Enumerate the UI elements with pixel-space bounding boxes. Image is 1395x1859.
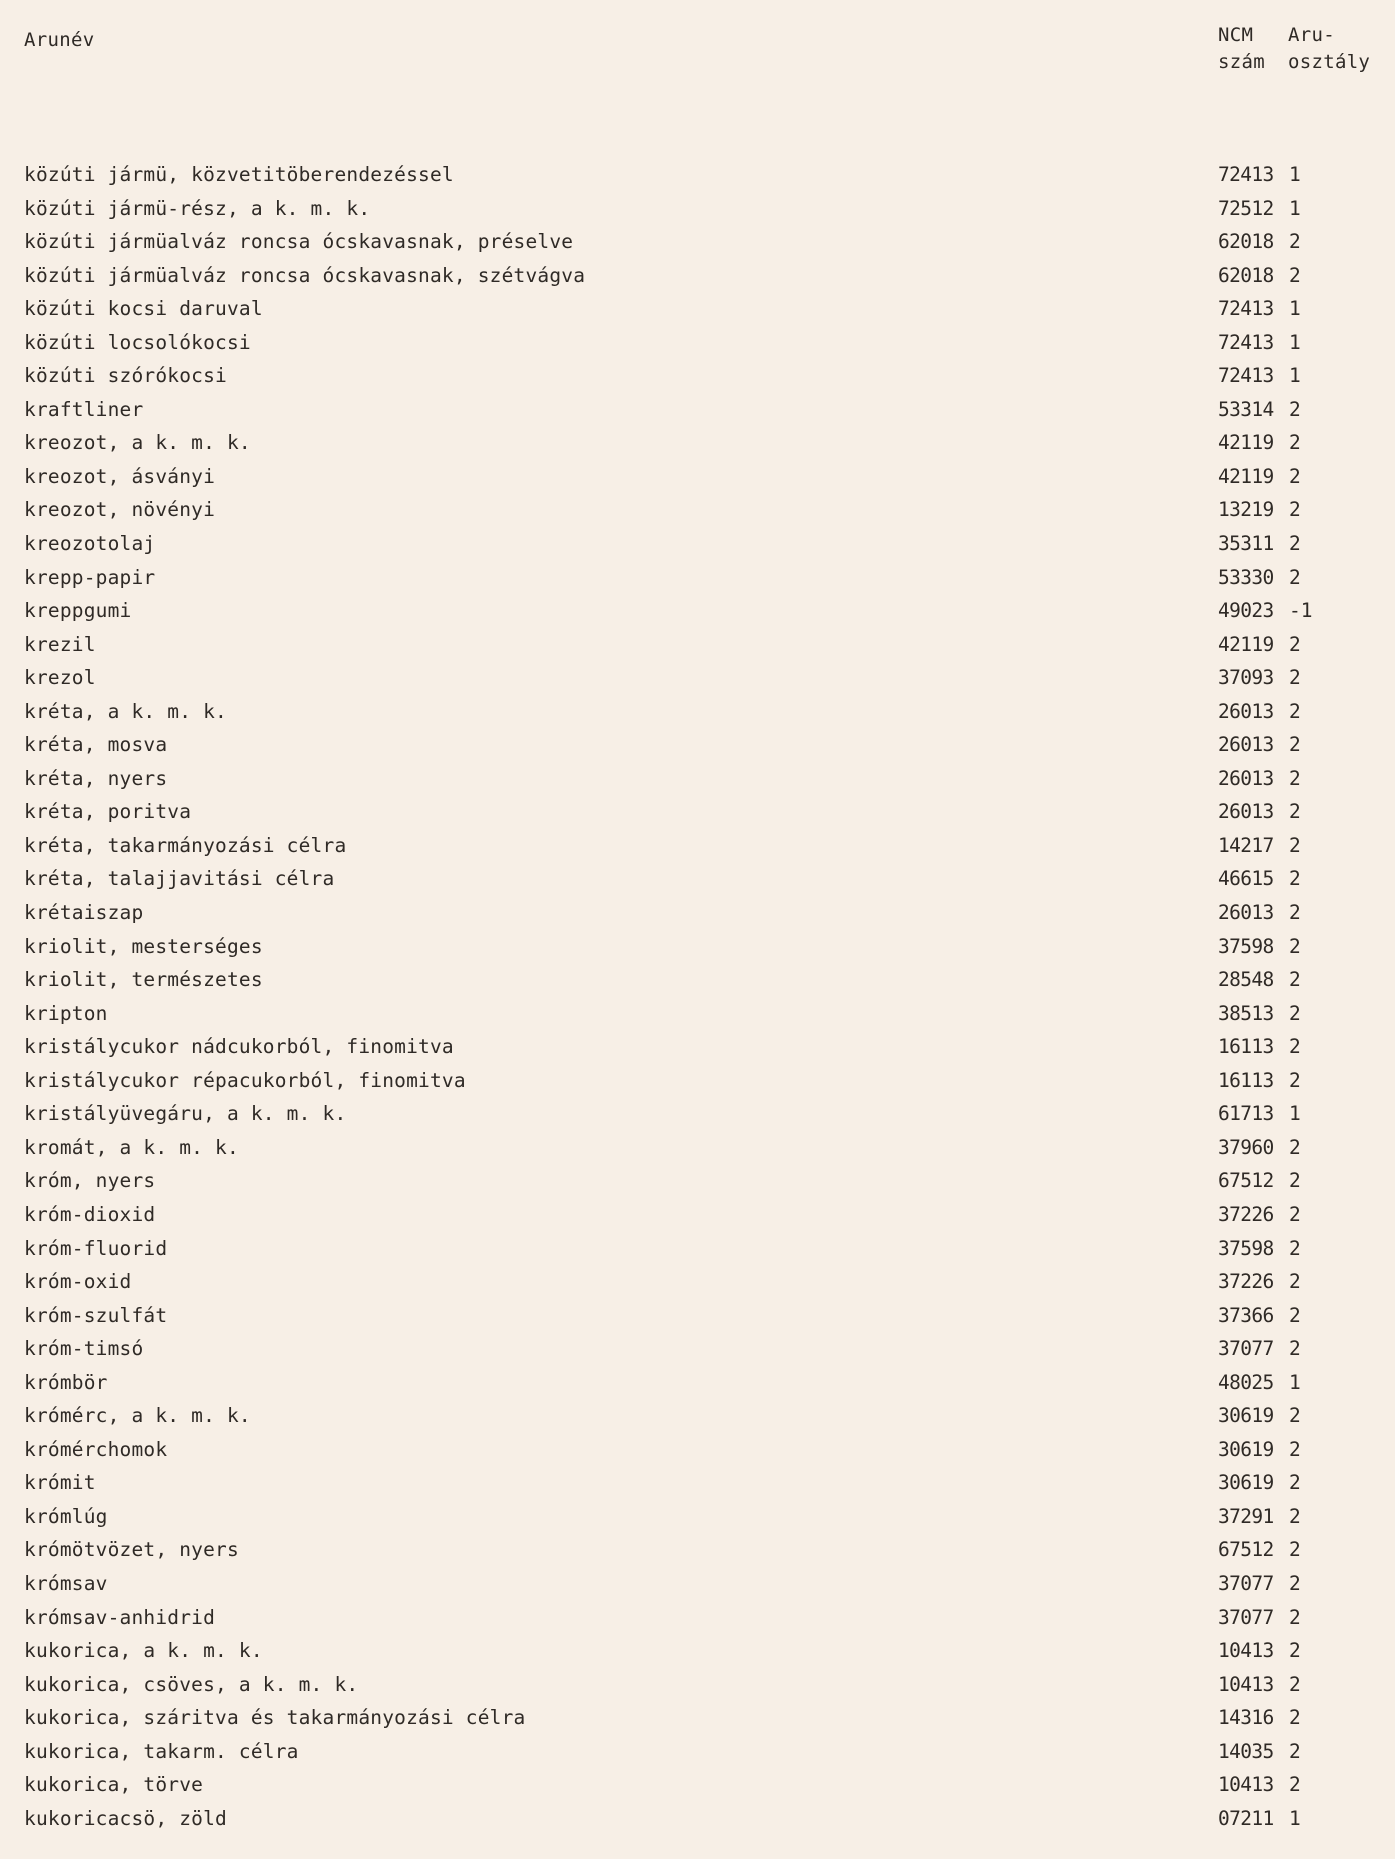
ncm-number: 37077: [1218, 1605, 1274, 1629]
ncm-number: 53314: [1218, 397, 1274, 421]
commodity-class: 2: [1289, 1538, 1301, 1562]
commodity-class: 2: [1289, 1135, 1301, 1159]
commodity-name: kreozot, a k. m. k.: [24, 431, 251, 455]
commodity-class: 2: [1289, 230, 1301, 254]
ncm-number: 37077: [1218, 1571, 1274, 1595]
ncm-number: 16113: [1218, 1068, 1274, 1092]
ncm-number: 72413: [1218, 364, 1274, 388]
table-row: [0, 493, 1395, 527]
commodity-class: 2: [1289, 1035, 1301, 1059]
commodity-class: 2: [1289, 666, 1301, 690]
commodity-name: kukoricacsö, zöld: [24, 1806, 227, 1830]
commodity-name: közúti jármü, közvetitöberendezéssel: [24, 163, 454, 186]
commodity-class: 2: [1289, 532, 1301, 556]
commodity-name: króm-szulfát: [24, 1303, 168, 1327]
ncm-number: 14035: [1218, 1739, 1274, 1763]
commodity-class: 2: [1289, 1202, 1301, 1226]
table-row: [0, 1064, 1395, 1098]
commodity-class: 2: [1289, 968, 1301, 992]
ncm-number: 30619: [1218, 1471, 1274, 1495]
commodity-list: [0, 158, 1395, 1835]
commodity-name: krómlúg: [24, 1504, 108, 1528]
table-row: [0, 393, 1395, 427]
commodity-class: 2: [1289, 1605, 1301, 1629]
table-row: [0, 460, 1395, 494]
table-row: [0, 259, 1395, 293]
ncm-number: 10413: [1218, 1672, 1274, 1696]
commodity-name: kréta, nyers: [24, 766, 168, 790]
ncm-number: 10413: [1218, 1773, 1274, 1797]
ncm-number: 30619: [1218, 1404, 1274, 1428]
table-row: [0, 426, 1395, 460]
commodity-name: kristályüvegáru, a k. m. k.: [24, 1102, 347, 1126]
ncm-number: 61713: [1218, 1102, 1274, 1126]
table-row: [0, 359, 1395, 393]
table-row: [0, 1668, 1395, 1702]
commodity-class: 2: [1289, 1672, 1301, 1696]
commodity-name: kreozot, növényi: [24, 498, 216, 522]
table-row: [0, 1097, 1395, 1131]
table-row: [0, 1601, 1395, 1635]
commodity-name: krómérc, a k. m. k.: [24, 1404, 251, 1428]
table-row: [0, 1131, 1395, 1165]
commodity-class: 2: [1289, 1270, 1301, 1294]
table-row: [0, 292, 1395, 326]
commodity-class: 2: [1289, 1068, 1301, 1092]
ncm-number: 35311: [1218, 532, 1274, 556]
table-row: [0, 1030, 1395, 1064]
commodity-class: 2: [1289, 1773, 1301, 1797]
table-row: [0, 628, 1395, 662]
commodity-class: 2: [1289, 498, 1301, 522]
ncm-number: 62018: [1218, 230, 1274, 254]
ncm-number: 37226: [1218, 1270, 1274, 1294]
table-row: [0, 527, 1395, 561]
ncm-number: 42119: [1218, 431, 1274, 455]
commodity-name: krezil: [24, 632, 96, 656]
ncm-number: 42119: [1218, 464, 1274, 488]
commodity-name: krómérchomok: [24, 1437, 168, 1461]
commodity-class: 2: [1289, 800, 1301, 824]
ncm-number: 42119: [1218, 632, 1274, 656]
commodity-class: 2: [1289, 1706, 1301, 1730]
ncm-number: 37960: [1218, 1135, 1274, 1159]
commodity-class: 1: [1289, 297, 1301, 321]
commodity-name: krétaiszap: [24, 901, 144, 925]
commodity-name: króm-timsó: [24, 1337, 144, 1361]
table-row: [0, 1567, 1395, 1601]
table-row: [0, 862, 1395, 896]
commodity-name: króm-oxid: [24, 1270, 132, 1294]
table-row: [0, 829, 1395, 863]
ncm-number: 26013: [1218, 699, 1274, 723]
table-row: [0, 1533, 1395, 1567]
commodity-name: közúti kocsi daruval: [24, 297, 263, 321]
commodity-name: kréta, takarmányozási célra: [24, 833, 347, 857]
commodity-class: 2: [1289, 766, 1301, 790]
commodity-name: króm-fluorid: [24, 1236, 168, 1260]
ncm-number: 37291: [1218, 1504, 1274, 1528]
ncm-number: 62018: [1218, 263, 1274, 287]
commodity-class: 2: [1289, 1739, 1301, 1763]
commodity-name: kristálycukor répacukorból, finomitva: [24, 1068, 466, 1092]
ncm-number: 16113: [1218, 1035, 1274, 1059]
commodity-class: 1: [1289, 1806, 1301, 1830]
table-row: [0, 795, 1395, 829]
ncm-number: 53330: [1218, 565, 1274, 589]
commodity-name: krómsav-anhidrid: [24, 1605, 216, 1629]
table-row: [0, 1366, 1395, 1400]
ncm-number: 37366: [1218, 1303, 1274, 1327]
commodity-class: 1: [1289, 1102, 1301, 1126]
ncm-number: 26013: [1218, 766, 1274, 790]
commodity-name: krepp-papir: [24, 565, 156, 589]
table-row: [0, 192, 1395, 226]
commodity-name: króm, nyers: [24, 1169, 156, 1193]
ncm-number: 37077: [1218, 1337, 1274, 1361]
commodity-name: kripton: [24, 1001, 108, 1025]
commodity-name: krómötvözet, nyers: [24, 1538, 239, 1562]
table-row: [0, 1198, 1395, 1232]
column-header-ncm-line2: szám: [1218, 51, 1265, 73]
commodity-name: kreozotolaj: [24, 532, 156, 556]
commodity-class: 1: [1289, 163, 1301, 186]
table-row: [0, 1634, 1395, 1668]
commodity-class: 2: [1289, 867, 1301, 891]
commodity-name: kréta, mosva: [24, 733, 168, 757]
commodity-class: 2: [1289, 1303, 1301, 1327]
commodity-class: 2: [1289, 1404, 1301, 1428]
commodity-class: -1: [1289, 599, 1313, 623]
commodity-name: kukorica, a k. m. k.: [24, 1639, 263, 1663]
commodity-class: 2: [1289, 565, 1301, 589]
commodity-class: 2: [1289, 1001, 1301, 1025]
ncm-number: 37598: [1218, 1236, 1274, 1260]
ncm-number: 37093: [1218, 666, 1274, 690]
column-header-name: [24, 27, 94, 54]
commodity-name: krómit: [24, 1471, 96, 1495]
ncm-number: 14217: [1218, 833, 1274, 857]
commodity-name: kromát, a k. m. k.: [24, 1135, 239, 1159]
commodity-name: kriolit, mesterséges: [24, 934, 263, 958]
commodity-class: 2: [1289, 1571, 1301, 1595]
table-row: [0, 158, 1395, 192]
ncm-number: 72512: [1218, 196, 1274, 220]
ncm-number: 30619: [1218, 1437, 1274, 1461]
table-row: [0, 1164, 1395, 1198]
commodity-name: krezol: [24, 666, 96, 690]
table-row: [0, 997, 1395, 1031]
table-row: [0, 1299, 1395, 1333]
commodity-class: 2: [1289, 901, 1301, 925]
ncm-number: 13219: [1218, 498, 1274, 522]
table-row: [0, 561, 1395, 595]
commodity-class: 2: [1289, 1639, 1301, 1663]
commodity-name: kréta, poritva: [24, 800, 192, 824]
table-row: [0, 1802, 1395, 1836]
commodity-name: közúti jármüalváz roncsa ócskavasnak, préselve: [24, 230, 574, 254]
ncm-number: 26013: [1218, 733, 1274, 757]
commodity-class: 2: [1289, 397, 1301, 421]
ncm-number: 37226: [1218, 1202, 1274, 1226]
commodity-class: 2: [1289, 1169, 1301, 1193]
table-row: [0, 695, 1395, 729]
commodity-class: 1: [1289, 1370, 1301, 1394]
commodity-class: 2: [1289, 934, 1301, 958]
ncm-number: 72413: [1218, 163, 1274, 186]
table-row: [0, 1433, 1395, 1467]
commodity-name: kraftliner: [24, 397, 144, 421]
commodity-name: kukorica, törve: [24, 1773, 204, 1797]
commodity-name: kriolit, természetes: [24, 968, 263, 992]
ncm-number: 37598: [1218, 934, 1274, 958]
commodity-name: közúti szórókocsi: [24, 364, 227, 388]
commodity-name: kristálycukor nádcukorból, finomitva: [24, 1035, 454, 1059]
ncm-number: 72413: [1218, 297, 1274, 321]
ncm-number: 67512: [1218, 1538, 1274, 1562]
ncm-number: 38513: [1218, 1001, 1274, 1025]
commodity-name: kreozot, ásványi: [24, 464, 216, 488]
ncm-number: 67512: [1218, 1169, 1274, 1193]
commodity-name: közúti locsolókocsi: [24, 330, 251, 354]
commodity-class: 2: [1289, 1236, 1301, 1260]
ncm-number: 48025: [1218, 1370, 1274, 1394]
column-header-class-line1: Aru-: [1288, 24, 1335, 46]
commodity-class: 2: [1289, 1337, 1301, 1361]
commodity-name: kukorica, csöves, a k. m. k.: [24, 1672, 359, 1696]
ncm-number: 49023: [1218, 599, 1274, 623]
column-header-class: [1288, 22, 1388, 76]
table-row: [0, 1768, 1395, 1802]
commodity-class: 2: [1289, 1504, 1301, 1528]
table-row: [0, 1701, 1395, 1735]
ncm-number: 14316: [1218, 1706, 1274, 1730]
table-row: [0, 728, 1395, 762]
table-row: [0, 1232, 1395, 1266]
commodity-class: 2: [1289, 699, 1301, 723]
commodity-name: kréta, talajjavitási célra: [24, 867, 335, 891]
commodity-name: közúti jármü-rész, a k. m. k.: [24, 196, 371, 220]
table-row: [0, 225, 1395, 259]
commodity-name: króm-dioxid: [24, 1202, 156, 1226]
commodity-class: 2: [1289, 632, 1301, 656]
commodity-class: 1: [1289, 196, 1301, 220]
ncm-number: 07211: [1218, 1806, 1274, 1830]
table-row: [0, 1500, 1395, 1534]
commodity-name: kukorica, takarm. célra: [24, 1739, 299, 1763]
commodity-name: krómsav: [24, 1571, 108, 1595]
table-row: [0, 326, 1395, 360]
ncm-number: 26013: [1218, 800, 1274, 824]
table-row: [0, 1399, 1395, 1433]
table-row: [0, 963, 1395, 997]
commodity-class: 2: [1289, 833, 1301, 857]
ncm-number: 46615: [1218, 867, 1274, 891]
commodity-name: kreppgumi: [24, 599, 132, 623]
column-header-name-label: Arunév: [24, 29, 95, 51]
table-row: [0, 594, 1395, 628]
ncm-number: 10413: [1218, 1639, 1274, 1663]
commodity-name: közúti jármüalváz roncsa ócskavasnak, szétvágva: [24, 263, 586, 287]
ncm-number: 72413: [1218, 330, 1274, 354]
commodity-class: 2: [1289, 431, 1301, 455]
ncm-number: 28548: [1218, 968, 1274, 992]
column-header-ncm: [1218, 22, 1288, 76]
commodity-name: kukorica, száritva és takarmányozási célra: [24, 1706, 526, 1730]
column-header-ncm-line1: NCM: [1218, 24, 1254, 46]
commodity-class: 2: [1289, 464, 1301, 488]
table-row: [0, 930, 1395, 964]
table-row: [0, 1265, 1395, 1299]
table-row: [0, 661, 1395, 695]
commodity-class: 1: [1289, 330, 1301, 354]
commodity-name: krómbör: [24, 1370, 108, 1394]
table-row: [0, 896, 1395, 930]
commodity-name: kréta, a k. m. k.: [24, 699, 227, 723]
table-row: [0, 1332, 1395, 1366]
commodity-class: 1: [1289, 364, 1301, 388]
ncm-number: 26013: [1218, 901, 1274, 925]
column-header-class-line2: osztály: [1288, 51, 1371, 73]
table-row: [0, 1466, 1395, 1500]
commodity-class: 2: [1289, 1437, 1301, 1461]
commodity-class: 2: [1289, 263, 1301, 287]
commodity-class: 2: [1289, 1471, 1301, 1495]
commodity-class: 2: [1289, 733, 1301, 757]
table-row: [0, 1735, 1395, 1769]
table-row: [0, 762, 1395, 796]
